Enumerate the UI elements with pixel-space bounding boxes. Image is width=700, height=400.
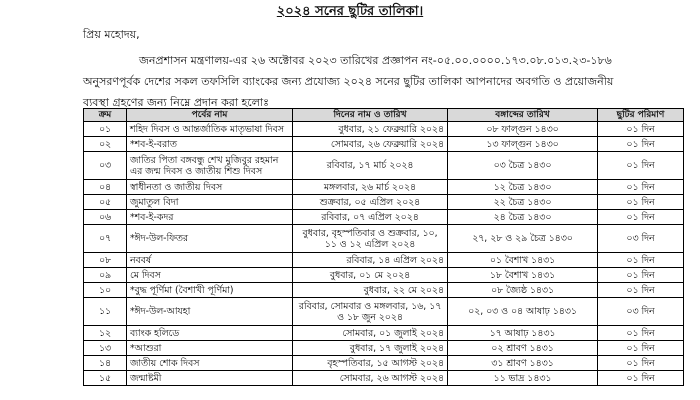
cell-day: বুধবার, ০১ মে ২০২৪ bbox=[293, 268, 448, 283]
cell-duration: ০১ দিন bbox=[598, 180, 684, 195]
cell-day: বুধবার, ২২ মে ২০২৪ bbox=[293, 283, 448, 298]
cell-serial: ০১ bbox=[84, 122, 127, 137]
cell-name: *শব-ই-কদর bbox=[127, 210, 293, 225]
header-bangla-date: বঙ্গাব্দের তারিখ bbox=[448, 109, 598, 122]
table-row bbox=[84, 371, 684, 386]
table-row bbox=[84, 225, 684, 253]
cell-name: নববর্ষ bbox=[127, 253, 293, 268]
cell-bangla: ০৮ জ্যৈষ্ঠ ১৪৩১ bbox=[448, 283, 598, 298]
cell-name: *ঈদ-উল-ফিতর bbox=[127, 225, 293, 253]
cell-name: জাতীয় শোক দিবস bbox=[127, 356, 293, 371]
cell-duration: ০১ দিন bbox=[598, 371, 684, 386]
cell-name: *ঈদ-উল-আযহা bbox=[127, 298, 293, 326]
table-row bbox=[84, 152, 684, 180]
cell-serial: ১৫ bbox=[84, 371, 127, 386]
document-title: ২০২৪ সনের ছুটির তালিকা। bbox=[276, 4, 424, 19]
cell-name: জন্মাষ্টমী bbox=[127, 371, 293, 386]
cell-name: *আশুরা bbox=[127, 341, 293, 356]
cell-day: বুধবার, বৃহস্পতিবার ও শুক্রবার, ১০, ১১ ও ১২ এপ্রিল ২০২৪ bbox=[293, 225, 448, 253]
cell-serial: ১২ bbox=[84, 326, 127, 341]
cell-serial: ১০ bbox=[84, 283, 127, 298]
cell-duration: ০১ দিন bbox=[598, 341, 684, 356]
cell-day: সোমবার, ০১ জুলাই ২০২৪ bbox=[293, 326, 448, 341]
cell-day: বুধবার, ১৭ জুলাই ২০২৪ bbox=[293, 341, 448, 356]
cell-duration: ০৩ দিন bbox=[598, 298, 684, 326]
cell-serial: ০৯ bbox=[84, 268, 127, 283]
cell-serial: ১৩ bbox=[84, 341, 127, 356]
cell-duration: ০১ দিন bbox=[598, 137, 684, 152]
header-name: পর্বের নাম bbox=[127, 109, 293, 122]
cell-bangla: ০২ শ্রাবণ ১৪৩১ bbox=[448, 341, 598, 356]
cell-serial: ১১ bbox=[84, 298, 127, 326]
table-row bbox=[84, 341, 684, 356]
cell-bangla: ১৮ বৈশাখ ১৪৩১ bbox=[448, 268, 598, 283]
cell-day: বুধবার, ২১ ফেব্রুয়ারি ২০২৪ bbox=[293, 122, 448, 137]
cell-day: শুক্রবার, ০৫ এপ্রিল ২০২৪ bbox=[293, 195, 448, 210]
cell-serial: ০৬ bbox=[84, 210, 127, 225]
table-row bbox=[84, 356, 684, 371]
cell-day: রবিবার, ০৭ এপ্রিল ২০২৪ bbox=[293, 210, 448, 225]
cell-day: রবিবার, ১৪ এপ্রিল ২০২৪ bbox=[293, 253, 448, 268]
cell-duration: ০১ দিন bbox=[598, 253, 684, 268]
cell-serial: ০২ bbox=[84, 137, 127, 152]
cell-duration: ০১ দিন bbox=[598, 268, 684, 283]
table-row bbox=[84, 195, 684, 210]
header-serial: ক্রম bbox=[84, 109, 127, 122]
cell-name: জাতির পিতা বঙ্গবন্ধু শেখ মুজিবুর রহমান এর জন্ম দিবস ও জাতীয় শিশু দিবস bbox=[127, 152, 293, 180]
intro-line-2: অনুসরণপূর্বক দেশের সকল তফসিলি ব্যাংকের জন্য প্রযোজ্য ২০২৪ সনের ছুটির তালিকা আপনাদের অবগতি ও প্রয়োজনীয় bbox=[83, 75, 614, 88]
cell-bangla: ১৭ আষাঢ় ১৪৩১ bbox=[448, 326, 598, 341]
cell-bangla: ৩১ শ্রাবণ ১৪৩১ bbox=[448, 356, 598, 371]
cell-name: *বুদ্ধ পূর্ণিমা (বৈশাখী পূর্ণিমা) bbox=[127, 283, 293, 298]
cell-bangla: ১৩ ফাল্গুন ১৪৩০ bbox=[448, 137, 598, 152]
table-row bbox=[84, 210, 684, 225]
cell-duration: ০১ দিন bbox=[598, 195, 684, 210]
cell-duration: ০১ দিন bbox=[598, 326, 684, 341]
table-row bbox=[84, 253, 684, 268]
cell-name: শহিদ দিবস ও আন্তর্জাতিক মাতৃভাষা দিবস bbox=[127, 122, 293, 137]
table-header-row bbox=[84, 109, 684, 122]
cell-name: মে দিবস bbox=[127, 268, 293, 283]
cell-bangla: ২২ চৈত্র ১৪৩০ bbox=[448, 195, 598, 210]
cell-bangla: ২৪ চৈত্র ১৪৩০ bbox=[448, 210, 598, 225]
cell-bangla: ১২ চৈত্র ১৪৩০ bbox=[448, 180, 598, 195]
cell-serial: ০৩ bbox=[84, 152, 127, 180]
cell-bangla: ০২, ০৩ ও ০৪ আষাঢ় ১৪৩১ bbox=[448, 298, 598, 326]
header-day-date: দিনের নাম ও তারিখ bbox=[293, 109, 448, 122]
cell-name: স্বাধীনতা ও জাতীয় দিবস bbox=[127, 180, 293, 195]
cell-duration: ০১ দিন bbox=[598, 210, 684, 225]
cell-day: রবিবার, ১৭ মার্চ ২০২৪ bbox=[293, 152, 448, 180]
cell-serial: ০৪ bbox=[84, 180, 127, 195]
cell-duration: ০১ দিন bbox=[598, 152, 684, 180]
cell-duration: ০১ দিন bbox=[598, 283, 684, 298]
cell-day: সোমবার, ২৬ ফেব্রুয়ারি ২০২৪ bbox=[293, 137, 448, 152]
cell-day: বৃহস্পতিবার, ১৫ আগস্ট ২০২৪ bbox=[293, 356, 448, 371]
intro-line-1: জনপ্রশাসন মন্ত্রণালয়-এর ২৬ অক্টোবর ২০২৩ তারিখের প্রজ্ঞাপন নং-০৫.০০.০০০০.১৭৩.০৮.০১৩.২৩-১৮৬ bbox=[139, 54, 612, 67]
table-row bbox=[84, 122, 684, 137]
cell-bangla: ০১ বৈশাখ ১৪৩১ bbox=[448, 253, 598, 268]
cell-day: রবিবার, সোমবার ও মঙ্গলবার, ১৬, ১৭ ও ১৮ জুন ২০২৪ bbox=[293, 298, 448, 326]
table-row bbox=[84, 326, 684, 341]
cell-duration: ০১ দিন bbox=[598, 356, 684, 371]
table-row bbox=[84, 298, 684, 326]
cell-name: ব্যাংক হলিডে bbox=[127, 326, 293, 341]
cell-bangla: ২৭, ২৮ ও ২৯ চৈত্র ১৪৩০ bbox=[448, 225, 598, 253]
header-duration: ছুটির পরিমাণ bbox=[598, 109, 684, 122]
holiday-table bbox=[83, 108, 684, 386]
cell-name: জুমাতুল বিদা bbox=[127, 195, 293, 210]
intro-paragraph bbox=[83, 50, 683, 113]
cell-name: *শব-ই-বরাত bbox=[127, 137, 293, 152]
cell-duration: ০৩ দিন bbox=[598, 225, 684, 253]
cell-bangla: ০৮ ফাল্গুন ১৪৩০ bbox=[448, 122, 598, 137]
intro-line-3: ব্যবস্থা গ্রহণের জন্য নিম্নে প্রদান করা হলোঃ bbox=[83, 96, 269, 109]
table-row bbox=[84, 137, 684, 152]
cell-day: সোমবার, ২৬ আগস্ট ২০২৪ bbox=[293, 371, 448, 386]
cell-duration: ০১ দিন bbox=[598, 122, 684, 137]
salutation: প্রিয় মহোদয়, bbox=[83, 28, 140, 41]
table-row bbox=[84, 268, 684, 283]
table-row bbox=[84, 180, 684, 195]
cell-serial: ০৭ bbox=[84, 225, 127, 253]
cell-bangla: ০৩ চৈত্র ১৪৩০ bbox=[448, 152, 598, 180]
table-row bbox=[84, 283, 684, 298]
cell-serial: ০৮ bbox=[84, 253, 127, 268]
cell-serial: ০৫ bbox=[84, 195, 127, 210]
cell-serial: ১৪ bbox=[84, 356, 127, 371]
cell-day: মঙ্গলবার, ২৬ মার্চ ২০২৪ bbox=[293, 180, 448, 195]
cell-bangla: ১১ ভাদ্র ১৪৩১ bbox=[448, 371, 598, 386]
